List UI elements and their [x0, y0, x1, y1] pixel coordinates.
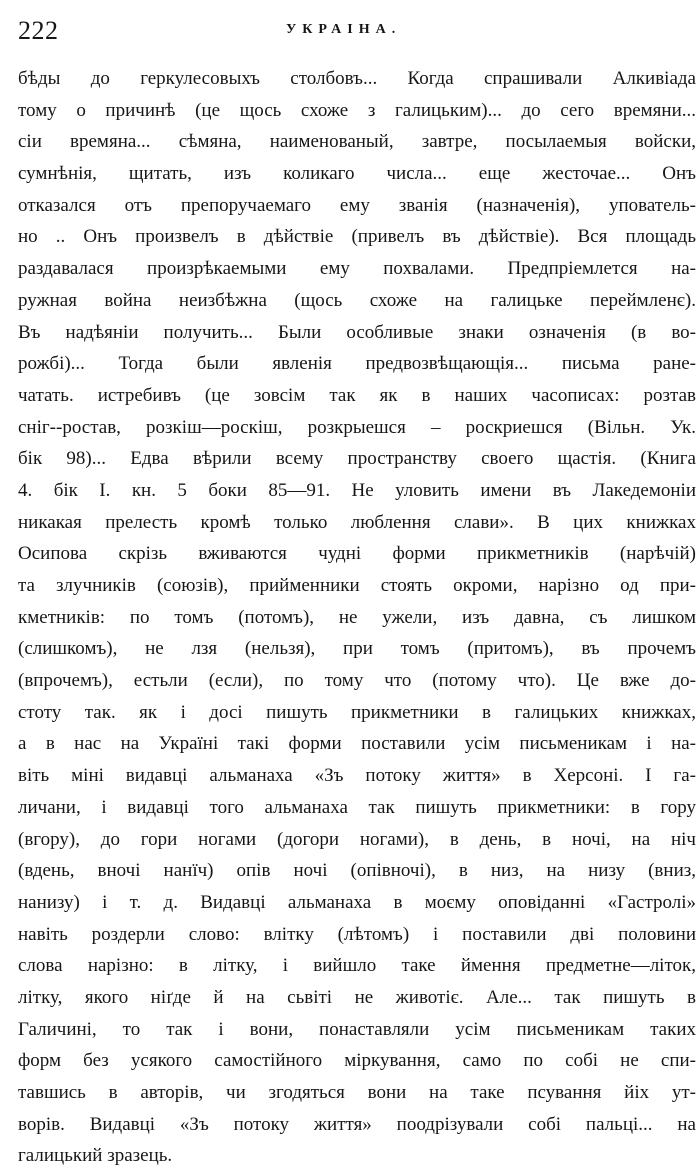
text-line: раздавалася произрѣкаемыми ему похвалами. Предпріемлется на-	[18, 258, 696, 280]
text-line: бік 98)... Едва вѣрили всему пространству своего щастія. (Книга	[18, 448, 696, 470]
page-header	[18, 12, 682, 52]
body-text	[18, 63, 696, 1172]
text-line: (слишкомъ), не лзя (нельзя), при томъ (притомъ), въ прочемъ	[18, 638, 696, 660]
text-line: кметників: по томъ (потомъ), не ужели, изъ давна, съ лишком	[18, 606, 696, 628]
text-line: нанизу) і т. д. Видавці альманаха в моєму оповіданні «Гастролі»	[18, 891, 696, 913]
text-line: стоту так. як і досі пишуть прикметники в галицьких книжках,	[18, 701, 696, 723]
text-line: та злучників (союзів), прийменники стоять окроми, нарізно од при-	[18, 575, 696, 596]
text-line: бѣды до геркулесовыхъ столбовъ... Когда спрашивали Алкивіада	[18, 68, 696, 89]
text-line: тавшись в авторів, чи згодяться вони на таке псування йіх ут-	[18, 1082, 696, 1103]
text-line: но .. Онъ произвелъ в дѣйствіе (привелъ въ дѣйствіе). Вся площадь	[18, 226, 696, 248]
text-line: никакая прелесть кромѣ только люблення слави». В цих книжках	[18, 511, 696, 533]
text-line: (вдень, вночі нанїч) опів ночі (опівночі), в низ, на низу (вниз,	[18, 860, 696, 882]
text-line: чатать. истребивъ (це зовсім так як в наших часописах: розтав	[18, 384, 696, 406]
text-line: сіи времяна... сѣмяна, наименованый, завтре, посылаемыя войски,	[18, 131, 696, 153]
text-line: отказался отъ препоручаемаго ему званія (назначенія), упователь-	[18, 194, 696, 216]
text-line: віть міні видавці альманаха «Зъ потоку життя» в Херсоні. І га-	[18, 765, 696, 787]
text-line: слова нарізно: в літку, і вийшло таке ймення предметне—літок,	[18, 955, 696, 977]
text-line: сніг--ростав, розкіш—роскіш, розкрыешся – роскриешся (Вільн. Ук.	[18, 416, 696, 438]
text-line: рожбі)... Тогда были явленія предвозвѣщающія... письма ране-	[18, 353, 696, 375]
text-line: галицький зразець.	[18, 1145, 173, 1167]
text-line: (вгору), до гори ногами (догори ногами), в день, в ночі, на ніч	[18, 828, 696, 850]
text-line: Въ надѣяніи получить... Были особливые знаки означенія (в во-	[18, 321, 696, 343]
text-line: сумнѣнія, щитать, изъ коликаго числа... еще жесточае... Онъ	[18, 163, 696, 185]
text-line: Осипова скрізь вживаются чудні форми прикметників (нарѣчій)	[18, 543, 696, 565]
text-line: ворів. Видавці «Зъ потоку життя» поодрізували собі пальці... на	[18, 1113, 696, 1135]
text-line: форм без усякого самостійного міркування, само по собі не спи-	[18, 1050, 696, 1072]
text-line: 4. бік I. кн. 5 боки 85—91. Не уловить имени въ Лакедемоніи	[18, 479, 696, 501]
text-line: ружная война неизбѣжна (щось схоже на галицьке переймленє).	[18, 289, 696, 311]
page-number: 222	[18, 16, 59, 45]
text-line: Галичині, то так і вони, понаставляли усім письменикам таких	[18, 1018, 696, 1040]
text-line: личани, і видавці того альманаха так пишуть прикметники: в гору	[18, 796, 696, 818]
text-line: тому о причинѣ (це щось схоже з галицьким)... до сего времяни...	[18, 99, 696, 121]
text-line: навіть роздерли слово: влітку (лѣтомъ) і поставили дві половини	[18, 923, 696, 945]
text-line: а в нас на Україні такі форми поставили усім письменикам і на-	[18, 733, 696, 755]
text-line: літку, якого ніґде й на сьвіті не животіє. Але... так пишуть в	[18, 986, 696, 1008]
running-title: УКРАІНА.	[286, 22, 402, 37]
text-line: (впрочемъ), естьли (если), по тому что (потому что). Це вже до-	[18, 670, 696, 692]
